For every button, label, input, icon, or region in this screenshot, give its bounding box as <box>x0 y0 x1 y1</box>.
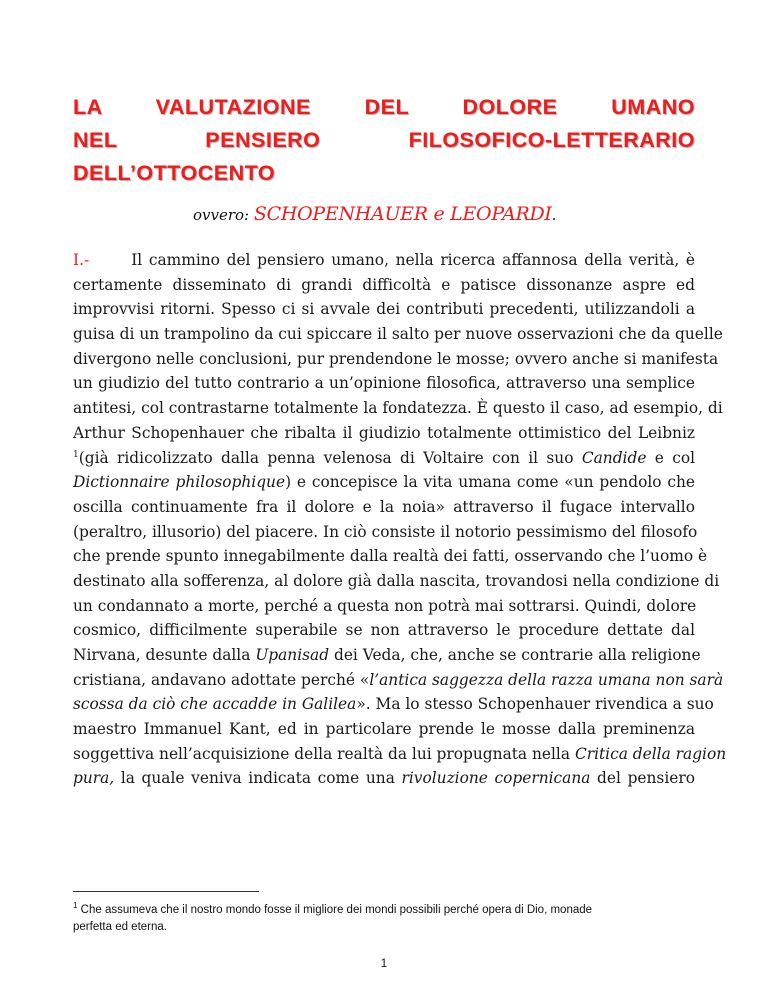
paragraph-line: divergono nelle conclusioni, pur prendendone le mosse; ovvero anche si manifesta <box>73 349 719 368</box>
paragraph-line: improvvisi ritorni. Spesso ci si avvale dei contributi precedenti, utilizzandoli a <box>73 300 695 319</box>
paragraph-line <box>73 668 724 693</box>
line-text: ». Ma lo stesso Schopenhauer rivendica a suo <box>356 695 714 714</box>
italic-title: Dictionnaire philosophique <box>73 473 286 492</box>
paragraph-line: destinato alla sofferenza, al dolore già dalla nascita, trovandosi nella condizione di <box>73 571 720 590</box>
line-text: e col <box>646 448 696 467</box>
paragraph-line: che prende spunto innegabilmente dalla realtà dei fatti, osservando che l’uomo è <box>73 547 708 566</box>
footnote-separator <box>73 891 259 892</box>
body-paragraph <box>73 248 727 791</box>
paragraph-line: maestro Immanuel Kant, ed in particolare prende le mosse dalla preminenza <box>73 720 695 739</box>
line-text: Il cammino del pensiero umano, nella ricerca affannosa della verità, è <box>131 251 695 269</box>
italic-title: pura, <box>73 769 115 788</box>
footnote <box>73 902 633 936</box>
paragraph-line: antitesi, col contrastarne totalmente la fondatezza. È questo il caso, ad esempio, di <box>73 399 723 418</box>
document-title <box>73 91 695 191</box>
section-number: I.- <box>73 251 90 269</box>
italic-title: Critica della ragion <box>574 744 727 763</box>
line-text: (già ridicolizzato dalla penna velenosa di Voltaire con il suo <box>78 448 582 467</box>
paragraph-line: Arthur Schopenhauer che ribalta il giudizio totalmente ottimistico del Leibniz <box>73 423 695 442</box>
line-text: dei Veda, che, anche se contrarie alla religione <box>329 646 701 664</box>
subtitle-lead: ovvero: <box>193 206 254 224</box>
paragraph-line: un giudizio del tutto contrario a un’opinione filosofica, attraverso una semplice <box>73 374 695 393</box>
paragraph-line: oscilla continuamente fra il dolore e la noia» attraverso il fugace intervallo <box>73 497 695 516</box>
page-number: 1 <box>380 958 388 970</box>
footnote-marker: 1 <box>73 901 78 911</box>
paragraph-line: certamente disseminato di grandi difficoltà e patisce dissonanze aspre ed <box>73 275 695 294</box>
italic-title: Upanisad <box>255 646 330 664</box>
paragraph-line <box>73 470 695 495</box>
italic-title: Candide <box>581 448 647 467</box>
title-line-1: LA VALUTAZIONE DEL DOLORE UMANO <box>73 95 695 119</box>
paragraph-line <box>73 643 701 668</box>
italic-quote: scossa da ciò che accadde in Galilea <box>73 695 357 714</box>
italic-phrase: rivoluzione copernicana <box>401 769 591 788</box>
document-subtitle <box>193 203 556 225</box>
title-line-2: NEL PENSIERO FILOSOFICO-LETTERARIO <box>73 128 695 152</box>
paragraph-line <box>73 742 727 767</box>
title-line-3: DELL’OTTOCENTO <box>73 161 276 185</box>
paragraph-line <box>73 446 695 471</box>
line-text: soggettiva nell’acquisizione della realtà da lui propugnata nella <box>73 744 575 763</box>
subtitle-end: . <box>551 206 557 224</box>
footnote-reference[interactable]: 1 <box>73 449 79 460</box>
line-text: ) e concepisce la vita umana come «un pendolo che <box>285 473 695 492</box>
paragraph-line: (peraltro, illusorio) del piacere. In ciò consiste il notorio pessimismo del filosofo <box>73 522 698 541</box>
italic-quote: l’antica saggezza della razza umana non sarà <box>369 670 724 689</box>
line-text: cristiana, andavano adottate perché « <box>73 670 370 689</box>
line-text: Nirvana, desunte dalla <box>73 646 256 664</box>
paragraph-line: un condannato a morte, perché a questa non potrà mai sottrarsi. Quindi, dolore <box>73 596 697 615</box>
footnote-text: Che assumeva che il nostro mondo fosse il migliore dei mondi possibili perché opera di Dio, monade perfetta ed eterna. <box>73 904 593 933</box>
subtitle-main: SCHOPENHAUER e LEOPARDI <box>253 203 552 225</box>
paragraph-line: guisa di un trampolino da cui spiccare il salto per nuove osservazioni che da quelle <box>73 325 723 344</box>
paragraph-line <box>73 248 695 273</box>
line-text: la quale veniva indicata come una <box>114 769 402 788</box>
line-text: del pensiero <box>590 769 695 788</box>
paragraph-line: cosmico, difficilmente superabile se non attraverso le procedure dettate dal <box>73 621 695 640</box>
paragraph-line <box>73 692 714 717</box>
paragraph-line <box>73 766 695 791</box>
